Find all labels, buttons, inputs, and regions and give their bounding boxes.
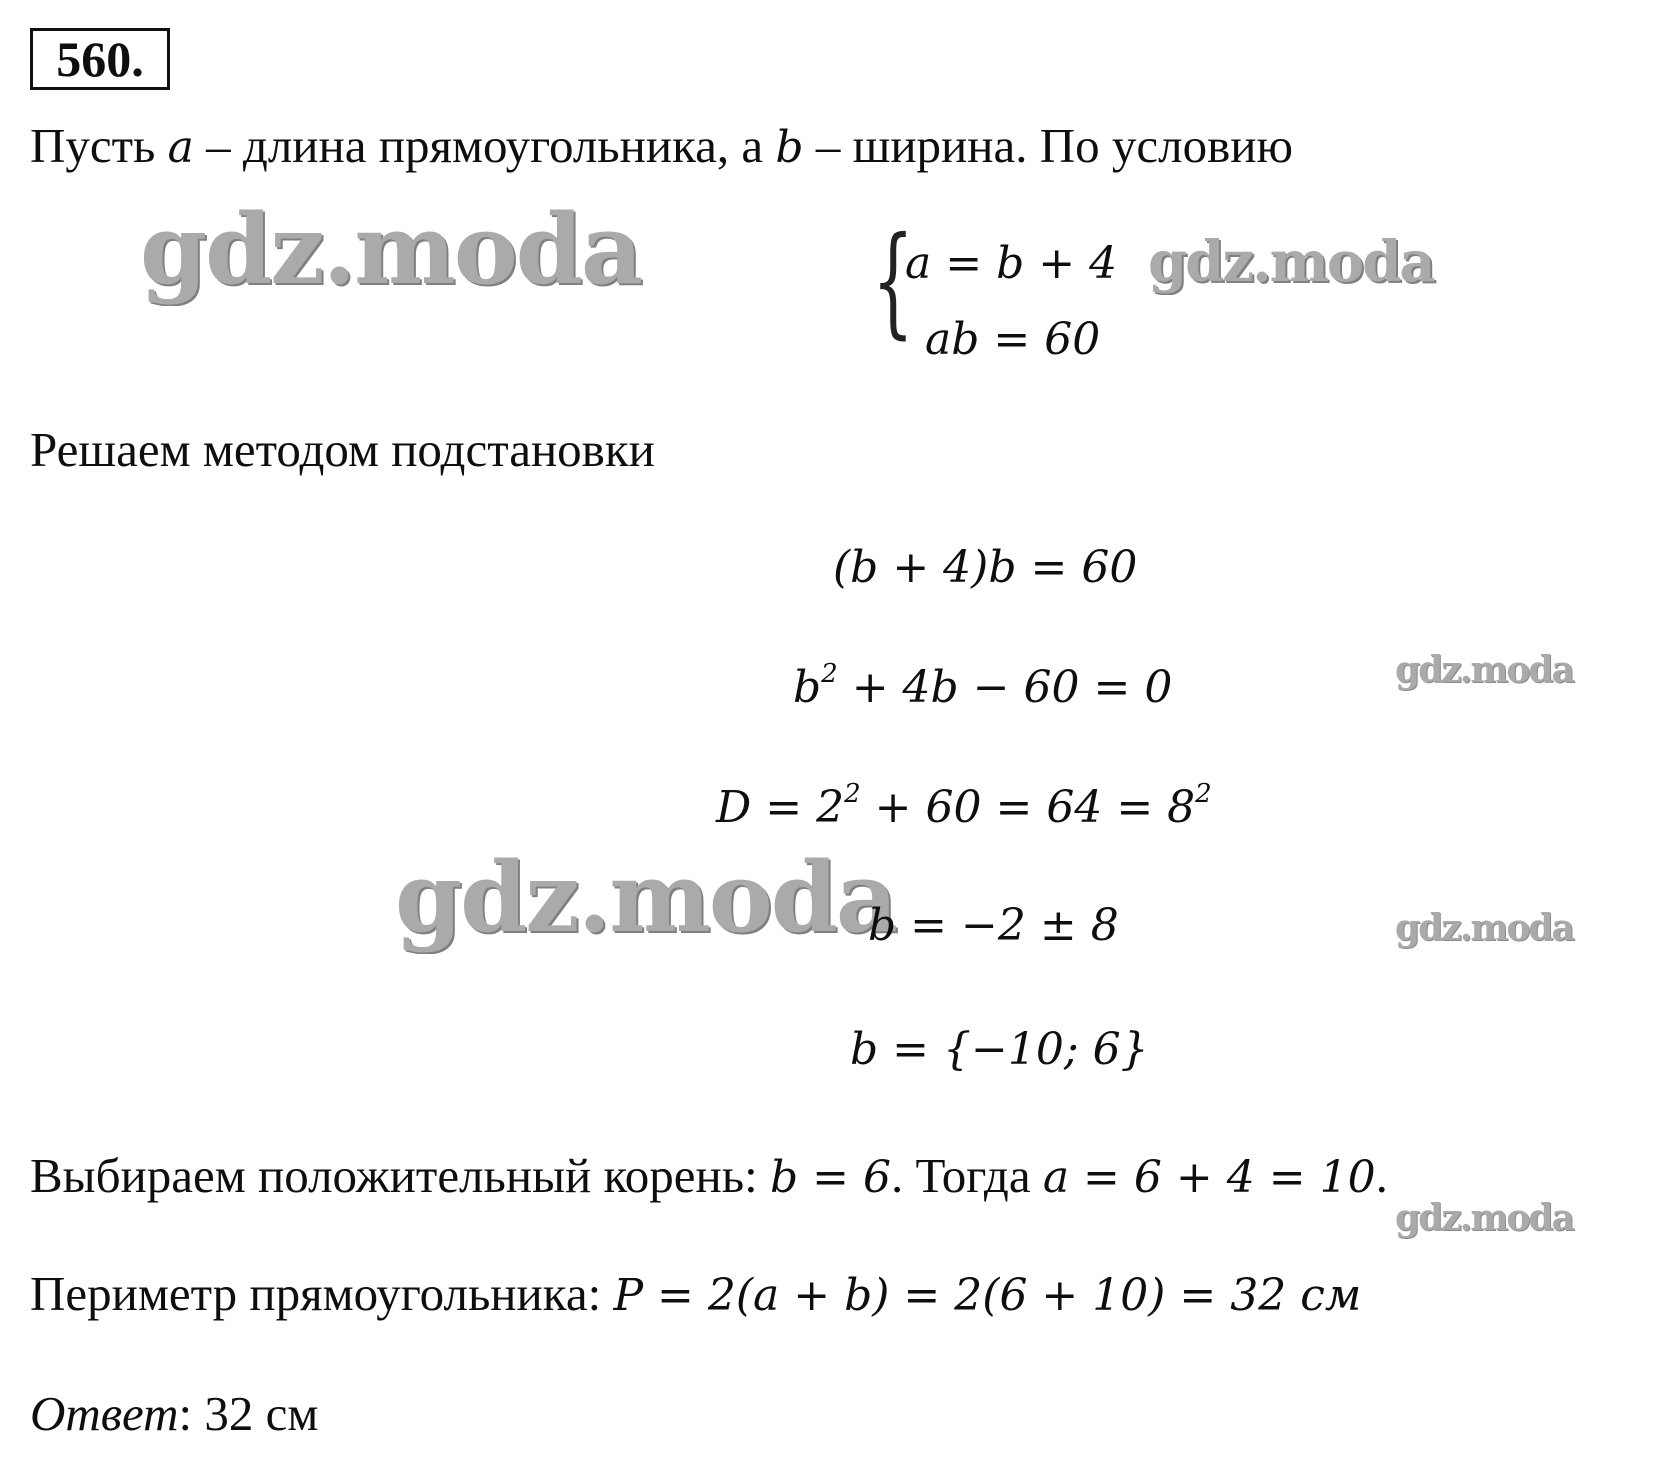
step-3-sup1: 2	[844, 779, 861, 810]
intro-var-a: a	[167, 122, 194, 173]
choose-text: Выбираем положительный корень:	[30, 1148, 770, 1203]
perimeter-text: Периметр прямоугольника:	[30, 1266, 614, 1321]
choose-m2: a = 6 + 4 = 10	[1042, 1152, 1376, 1203]
watermark: gdz.moda	[1395, 1197, 1573, 1239]
step-3	[716, 780, 1212, 836]
step-4: b = −2 ± 8	[868, 900, 1119, 951]
intro-line	[30, 118, 1293, 176]
step-5: b = {−10; 6}	[850, 1024, 1149, 1075]
step-1: (b + 4)b = 60	[833, 542, 1138, 593]
choose-end: .	[1375, 1148, 1388, 1203]
watermark: gdz.moda	[395, 841, 897, 954]
watermark: gdz.moda	[1395, 907, 1573, 949]
problem-number: 560.	[30, 28, 170, 90]
intro-part2: – длина прямоугольника, а	[193, 118, 776, 173]
method-line: Решаем методом подстановки	[30, 422, 655, 477]
step-2-rest: + 4b − 60 = 0	[837, 662, 1173, 713]
answer-label: Ответ	[30, 1386, 179, 1441]
answer-line	[30, 1386, 318, 1442]
system-eq1: a = b + 4	[905, 238, 1118, 289]
perimeter-line	[30, 1266, 1361, 1324]
intro-part3: – ширина. По условию	[803, 118, 1294, 173]
perimeter-formula: P = 2(a + b) = 2(6 + 10) = 32 см	[613, 1270, 1362, 1321]
intro-part1: Пусть	[30, 118, 168, 173]
choose-text2: . Тогда	[890, 1148, 1043, 1203]
watermark: gdz.moda	[140, 193, 642, 306]
step-2-base: b	[793, 662, 822, 713]
step-3-sup2: 2	[1195, 779, 1212, 810]
watermark: gdz.moda	[1395, 649, 1573, 691]
choose-m1: b = 6	[769, 1152, 891, 1203]
answer-value: : 32 см	[178, 1386, 319, 1441]
watermark: gdz.moda	[1148, 229, 1434, 295]
step-3-left: D = 2	[716, 782, 845, 833]
step-3-mid: + 60 = 64 = 8	[860, 782, 1196, 833]
step-2-sup: 2	[821, 659, 838, 690]
choose-line	[30, 1148, 1388, 1206]
intro-var-b: b	[775, 122, 804, 173]
step-2	[793, 660, 1172, 716]
system-brace: {	[872, 212, 914, 351]
system-eq2: ab = 60	[925, 314, 1101, 365]
